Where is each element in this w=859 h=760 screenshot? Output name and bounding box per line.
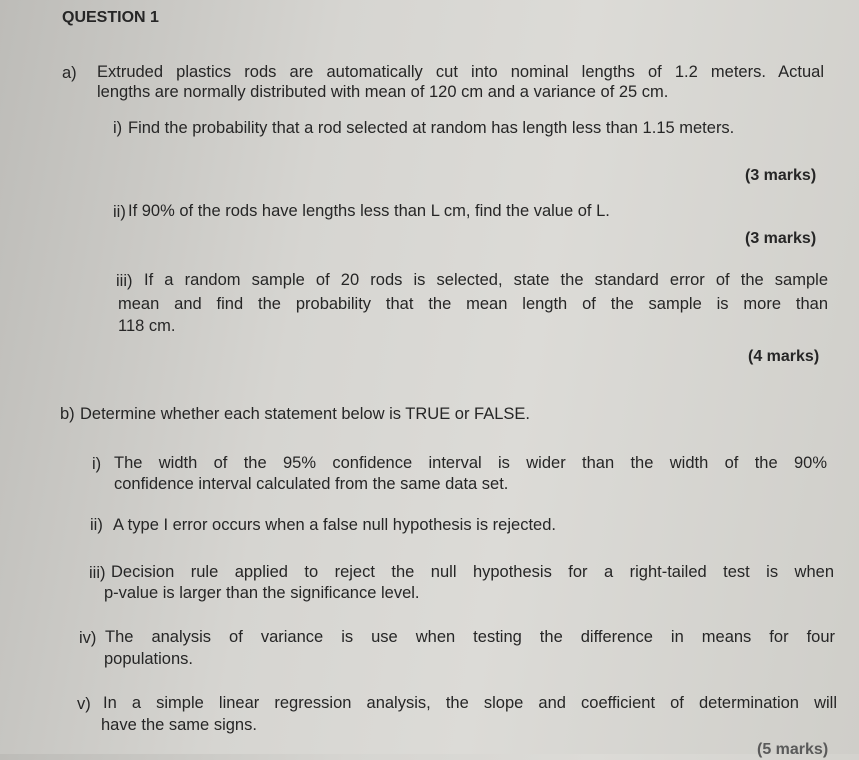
part-a-intro-line2: lengths are normally distributed with mean of 120 cm and a variance of 25 cm. bbox=[97, 83, 669, 101]
part-b-v-label: v) bbox=[77, 695, 91, 713]
part-a-i-text: Find the probability that a rod selected at random has length less than 1.15 meters. bbox=[128, 119, 735, 137]
part-a-iii-line3: 118 cm. bbox=[118, 317, 176, 335]
part-b-v-line2: have the same signs. bbox=[101, 716, 257, 734]
part-a-i-label: i) bbox=[113, 119, 123, 137]
part-a-label: a) bbox=[62, 64, 77, 82]
part-a-i-marks: (3 marks) bbox=[745, 167, 817, 184]
part-b-iii-line2: p-value is larger than the significance level. bbox=[104, 584, 420, 602]
part-a-intro-line1: Extruded plastics rods are automatically cut into nominal lengths of 1.2 meters. Actual bbox=[97, 63, 824, 81]
part-b-ii-label: ii) bbox=[90, 516, 103, 534]
part-b-iii-label: iii) bbox=[89, 564, 106, 582]
part-b-i-line1: The width of the 95% confidence interval is wider than the width of the 90% bbox=[114, 454, 827, 472]
question-title: QUESTION 1 bbox=[62, 9, 159, 26]
part-a-iii-line1: If a random sample of 20 rods is selected, state the standard error of the sample bbox=[144, 271, 828, 289]
part-b-marks: (5 marks) bbox=[757, 741, 829, 758]
part-b-i-label: i) bbox=[92, 455, 102, 473]
part-b-iii-line1: Decision rule applied to reject the null hypothesis for a right-tailed test is when bbox=[111, 563, 834, 581]
part-b-iv-label: iv) bbox=[79, 629, 97, 647]
part-a-ii-text: If 90% of the rods have lengths less than L cm, find the value of L. bbox=[128, 202, 610, 220]
part-b-label: b) bbox=[60, 405, 75, 423]
part-a-ii-label: ii) bbox=[113, 203, 126, 221]
part-a-ii-marks: (3 marks) bbox=[745, 230, 817, 247]
part-b-i-line2: confidence interval calculated from the same data set. bbox=[114, 475, 509, 493]
part-a-iii-line2: mean and find the probability that the mean length of the sample is more than bbox=[118, 295, 828, 313]
part-b-v-line1: In a simple linear regression analysis, the slope and coefficient of determination will bbox=[103, 694, 837, 712]
part-a-iii-marks: (4 marks) bbox=[748, 348, 820, 365]
part-a-iii-label: iii) bbox=[116, 272, 133, 290]
part-b-ii-text: A type I error occurs when a false null hypothesis is rejected. bbox=[113, 516, 556, 534]
part-b-intro: Determine whether each statement below is TRUE or FALSE. bbox=[80, 405, 530, 423]
part-b-iv-line1: The analysis of variance is use when testing the difference in means for four bbox=[105, 628, 835, 646]
part-b-iv-line2: populations. bbox=[104, 650, 193, 668]
